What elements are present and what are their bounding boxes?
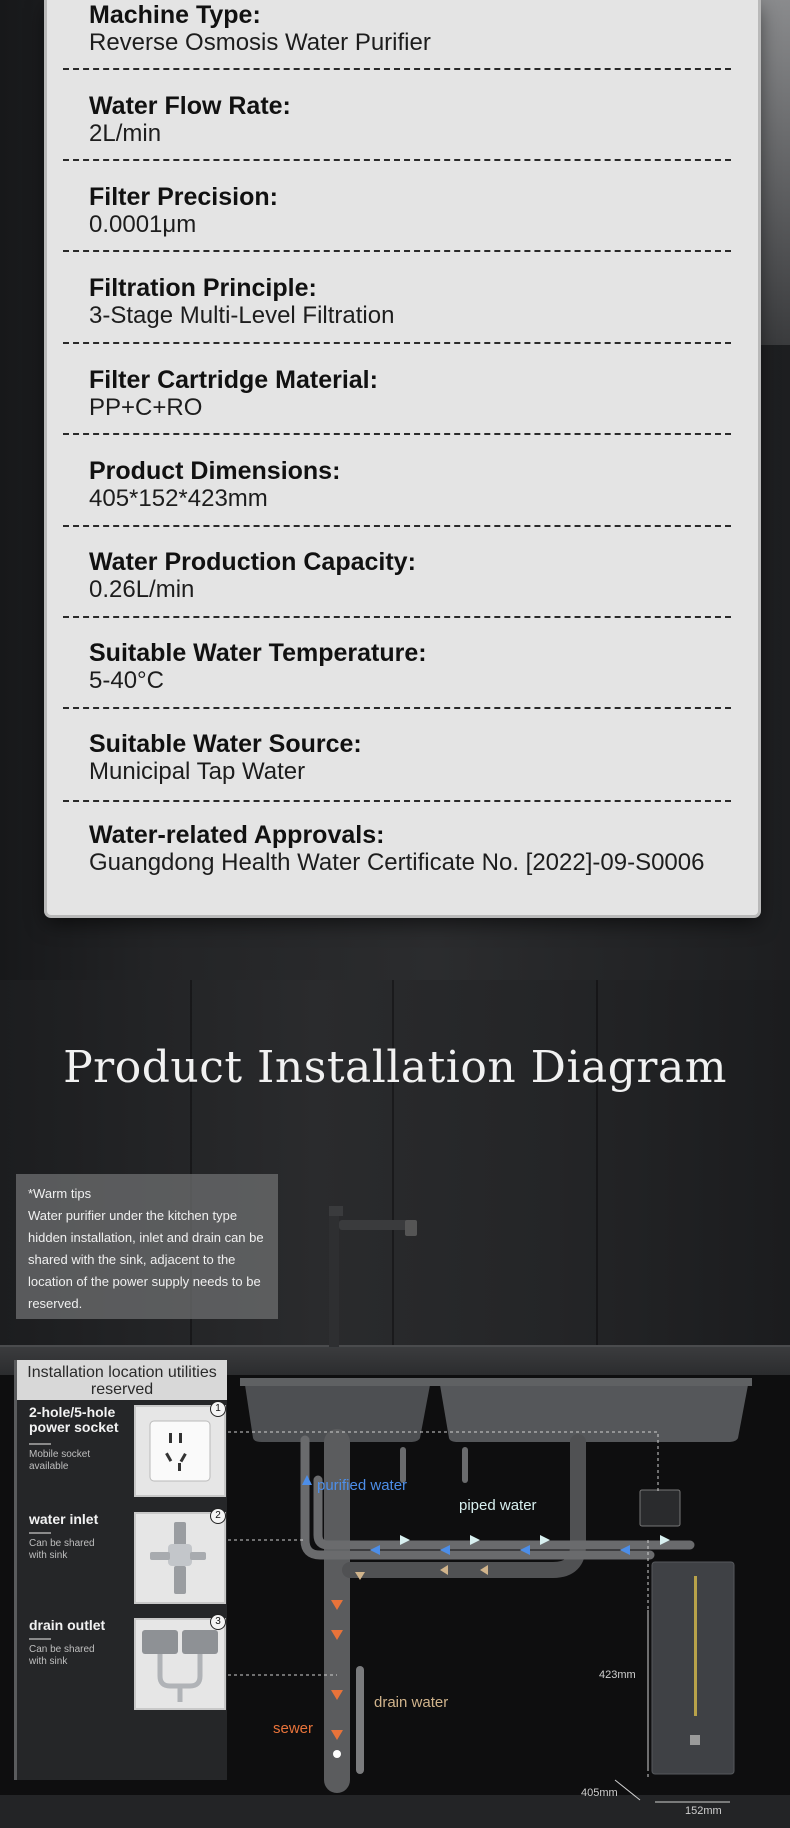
spec-label: Filtration Principle: xyxy=(89,274,317,302)
utility-power-socket xyxy=(29,1405,224,1505)
utility-title: 2-hole/5-hole power socket xyxy=(29,1404,119,1435)
utility-note: Can be shared with sink xyxy=(29,1644,95,1667)
spec-row-filter-precision xyxy=(89,182,729,273)
spec-value: 0.26L/min xyxy=(89,576,195,603)
spec-value: 5-40°C xyxy=(89,667,164,694)
spec-row-filtration-principle xyxy=(89,273,729,364)
spec-row-machine-type xyxy=(89,0,729,91)
spec-label: Filter Cartridge Material: xyxy=(89,366,378,394)
spec-divider xyxy=(63,433,731,435)
utility-note: Mobile socket available xyxy=(29,1449,91,1472)
spec-row-approvals xyxy=(89,820,729,911)
sink-drain-icon xyxy=(134,1618,226,1710)
faucet-icon xyxy=(329,1206,417,1347)
spec-value: Guangdong Health Water Certificate No. [2022]-09-S0006 xyxy=(89,849,705,876)
spec-divider xyxy=(63,68,731,70)
spec-divider xyxy=(63,525,731,527)
spec-row-water-source xyxy=(89,729,729,820)
utility-rule xyxy=(29,1532,51,1534)
utility-number: 2 xyxy=(210,1508,226,1524)
spec-label: Water-related Approvals: xyxy=(89,821,385,849)
spec-panel xyxy=(47,0,758,915)
spec-divider xyxy=(63,707,731,709)
utility-rule xyxy=(29,1638,51,1640)
width-dimension-label: 152mm xyxy=(685,1805,722,1817)
warm-tips-heading: *Warm tips xyxy=(28,1186,92,1201)
spec-row-cartridge-material xyxy=(89,365,729,456)
power-socket-icon xyxy=(134,1405,226,1497)
utility-title: drain outlet xyxy=(29,1617,106,1633)
piped-water-label: piped water xyxy=(459,1497,537,1514)
height-dimension-label: 423mm xyxy=(599,1669,636,1681)
warm-tips-text: Water purifier under the kitchen type hidden installation, inlet and drain can be shared with the sink, adjacent to the location of the power supply needs to be reserved. xyxy=(28,1208,264,1311)
spec-divider xyxy=(63,159,731,161)
spec-divider xyxy=(63,250,731,252)
utility-title: water inlet xyxy=(29,1511,99,1527)
installation-section xyxy=(0,980,790,1828)
purified-water-label: purified water xyxy=(317,1477,408,1494)
spec-row-dimensions xyxy=(89,456,729,547)
spec-value: PP+C+RO xyxy=(89,394,203,421)
spec-divider xyxy=(63,800,731,802)
double-sink-icon xyxy=(240,1378,752,1442)
spec-value: Municipal Tap Water xyxy=(89,758,306,785)
spec-label: Product Dimensions: xyxy=(89,457,341,485)
spec-value: Reverse Osmosis Water Purifier xyxy=(89,29,431,56)
spec-row-production-capacity xyxy=(89,547,729,638)
sewer-label: sewer xyxy=(273,1720,314,1737)
spec-value: 0.0001μm xyxy=(89,211,197,238)
utilities-header: Installation location utilities reserved xyxy=(17,1360,227,1400)
utility-number: 3 xyxy=(210,1614,226,1630)
water-purifier-unit-icon xyxy=(652,1562,734,1774)
spec-row-flow-rate xyxy=(89,91,729,182)
angle-valve-icon xyxy=(134,1512,226,1604)
spec-label: Suitable Water Temperature: xyxy=(89,639,427,667)
spec-value: 2L/min xyxy=(89,120,162,147)
spec-label: Machine Type: xyxy=(89,1,261,29)
spec-label: Water Production Capacity: xyxy=(89,548,416,576)
utility-water-inlet xyxy=(29,1512,224,1612)
utility-rule xyxy=(29,1443,51,1445)
spec-label: Suitable Water Source: xyxy=(89,730,362,758)
utility-drain-outlet xyxy=(29,1618,224,1718)
installation-title: Product Installation Diagram xyxy=(63,1042,727,1093)
drain-water-label: drain water xyxy=(374,1694,449,1711)
depth-dimension-label: 405mm xyxy=(581,1787,618,1799)
spec-label: Filter Precision: xyxy=(89,183,278,211)
spec-divider xyxy=(63,616,731,618)
spec-label: Water Flow Rate: xyxy=(89,92,291,120)
spec-value: 3-Stage Multi-Level Filtration xyxy=(89,302,395,329)
spec-divider xyxy=(63,342,731,344)
spec-value: 405*152*423mm xyxy=(89,485,268,512)
utility-note: Can be shared with sink xyxy=(29,1538,95,1561)
utility-number: 1 xyxy=(210,1401,226,1417)
spec-row-water-temperature xyxy=(89,638,729,729)
utilities-panel xyxy=(14,1360,227,1780)
